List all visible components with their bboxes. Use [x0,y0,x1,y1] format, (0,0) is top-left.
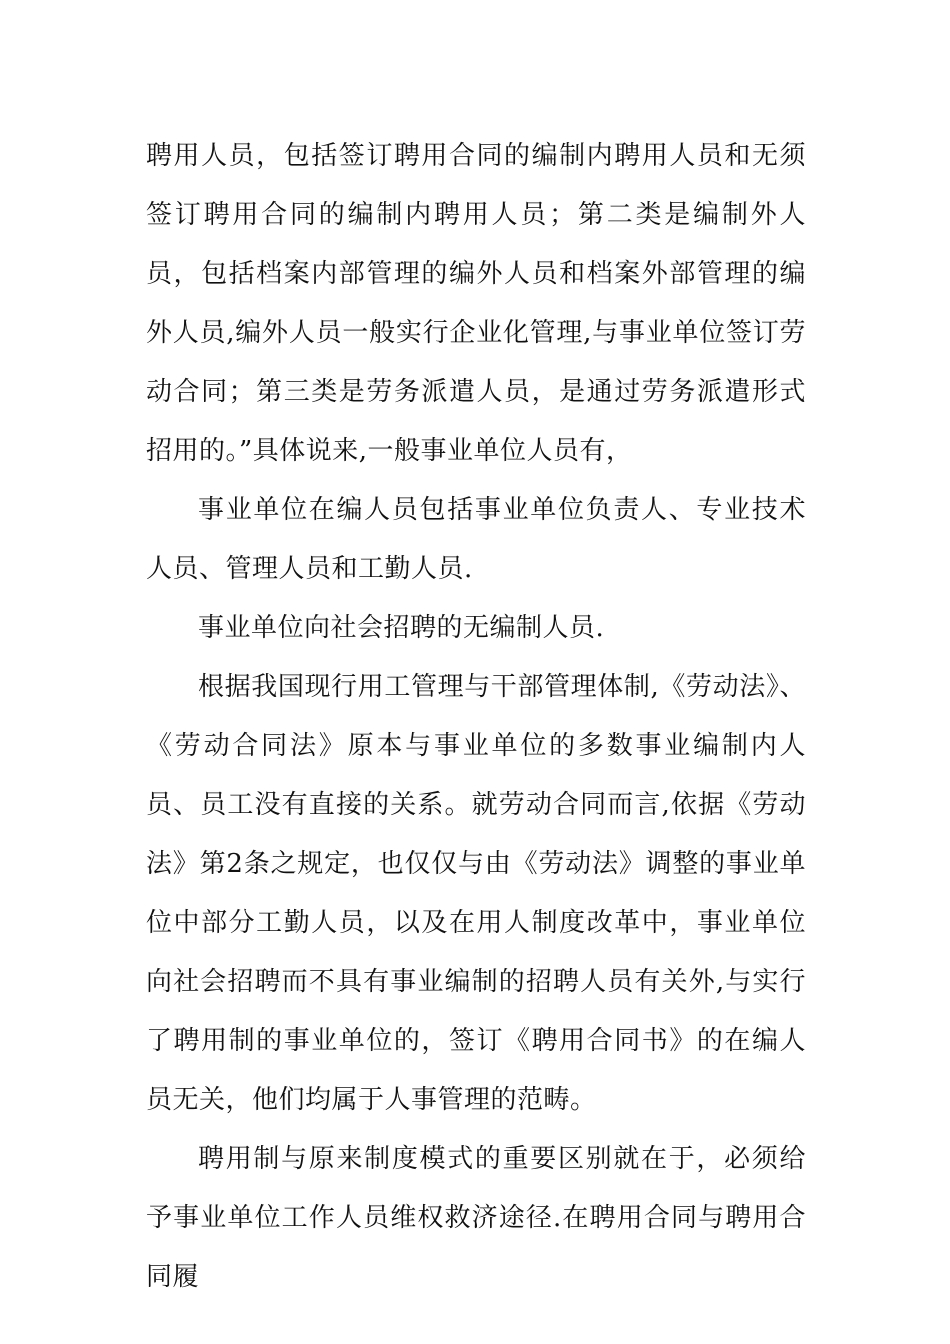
paragraph-employment-system: 聘用制与原来制度模式的重要区别就在于，必须给予事业单位工作人员维权救济途径.在聘用合同与聘用合同履 [146,1144,806,1292]
paragraph-non-establishment-staff: 事业单位向社会招聘的无编制人员. [198,613,605,643]
paragraph-labor-law-relation: 根据我国现行用工管理与干部管理体制,《劳动法》、《劳动合同法》原本与事业单位的多数事业编制内人员、员工没有直接的关系。就劳动合同而言,依据《劳动法》第2条之规定，也仅仅与由《劳动法》调整的事业单位中部分工勤人员，以及在用人制度改革中，事业单位向社会招聘而不具有事业编制的招聘人员有关外,与实行了聘用制的事业单位的，签订《聘用合同书》的在编人员无关，他们均属于人事管理的范畴。 [146,672,806,1115]
paragraph-staff-in-establishment: 事业单位在编人员包括事业单位负责人、专业技术人员、管理人员和工勤人员. [146,495,806,584]
paragraph-continuation: 聘用人员，包括签订聘用合同的编制内聘用人员和无须签订聘用合同的编制内聘用人员；第二类是编制外人员，包括档案内部管理的编外人员和档案外部管理的编外人员,编外人员一般实行企业化管理,与事业单位签订劳动合同；第三类是劳务派遣人员，是通过劳务派遣形式招用的。”具体说来,一般事业单位人员有， [146,141,806,466]
document-body [146,127,806,1307]
